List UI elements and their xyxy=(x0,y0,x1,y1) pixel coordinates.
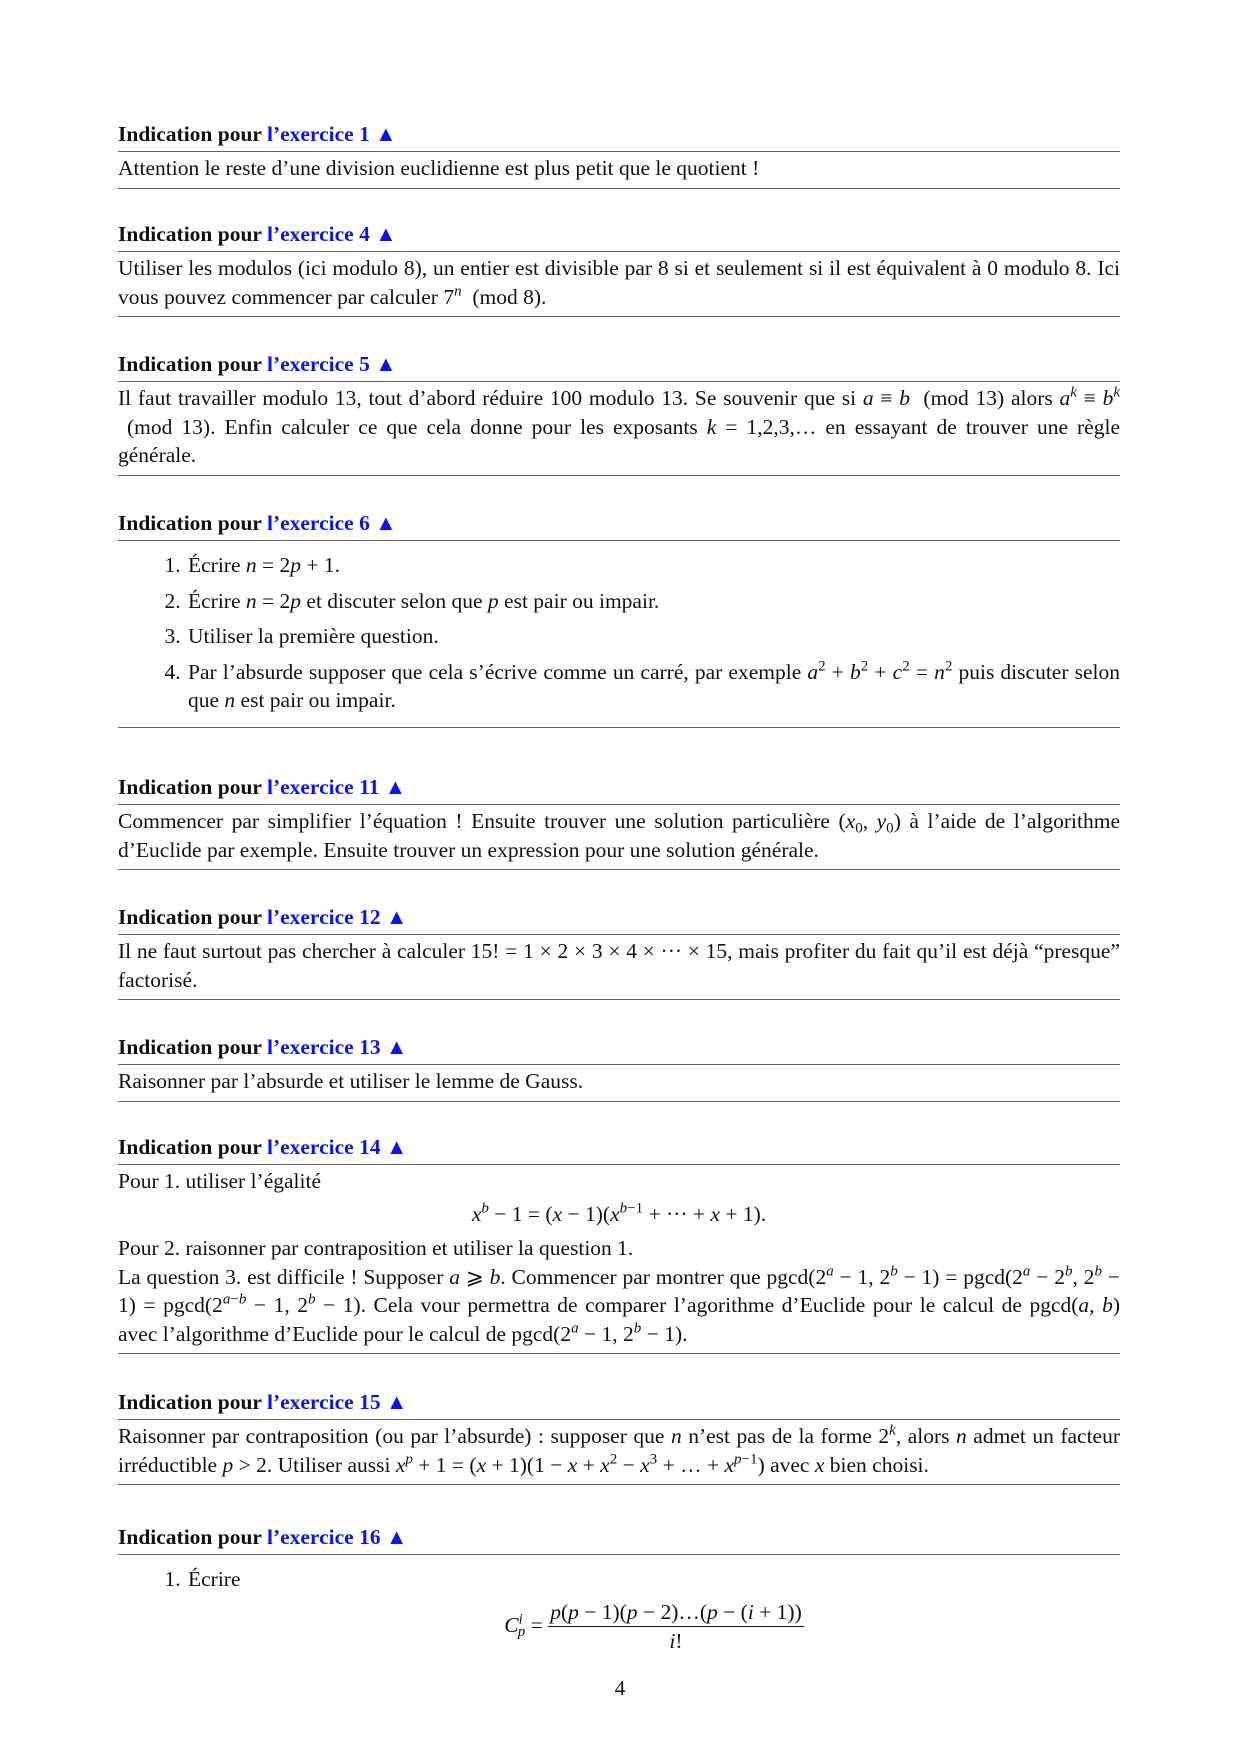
hint-section xyxy=(118,220,1120,317)
exercise-link[interactable]: l’exercice 12 ▲ xyxy=(266,905,408,929)
hint-section xyxy=(118,509,1120,728)
hint-body xyxy=(118,1555,1120,1668)
paragraph: Raisonner par contraposition (ou par l’absurde) : supposer que n n’est pas de la forme 2$^k$, alors n admet un facteur irréductible p > 2. Utiliser aussi $x^p + 1 = (x + 1)(1 - x + x^2 - x^3$ + … + $x^{p-1}$) avec x bien choisi. xyxy=(118,1422,1121,1477)
equation: $x^b - 1 = (x - 1)(x^{b-1}$ + ··· + x + 1). xyxy=(471,1200,767,1226)
heading-prefix: Indication pour xyxy=(118,352,262,376)
hint-body xyxy=(118,805,1120,870)
exercise-link[interactable]: l’exercice 1 ▲ xyxy=(266,122,397,146)
hint-section xyxy=(118,1033,1120,1102)
exercise-link[interactable]: l’exercice 4 ▲ xyxy=(266,222,397,246)
exercise-link[interactable]: l’exercice 14 ▲ xyxy=(266,1135,408,1159)
exercise-link[interactable]: l’exercice 5 ▲ xyxy=(266,352,397,376)
page-number: 4 xyxy=(614,1676,626,1700)
heading-prefix: Indication pour xyxy=(118,222,262,246)
exercise-link[interactable]: l’exercice 15 ▲ xyxy=(266,1390,408,1414)
paragraph: Pour 2. raisonner par contraposition et utiliser la question 1. xyxy=(118,1236,634,1260)
hint-heading xyxy=(118,773,1120,805)
hint-body xyxy=(118,1165,1120,1354)
heading-prefix: Indication pour xyxy=(118,1390,262,1414)
list-item: 1. Écrire n = 2p + 1. xyxy=(186,551,1120,580)
list-item: 1. Écrire $C^i_p$ = $\frac{p(p - 1)(p - 2)\dots(p - (i + 1))}{i!}$ xyxy=(186,1565,1120,1656)
hint-body xyxy=(118,152,1120,189)
heading-prefix: Indication pour xyxy=(118,122,262,146)
exercise-link[interactable]: l’exercice 6 ▲ xyxy=(266,511,397,535)
exercise-link[interactable]: l’exercice 11 ▲ xyxy=(266,775,407,799)
hint-body xyxy=(118,541,1120,728)
hint-heading xyxy=(118,120,1120,152)
hint-section xyxy=(118,1133,1120,1354)
heading-prefix: Indication pour xyxy=(118,1525,262,1549)
exercise-link[interactable]: l’exercice 16 ▲ xyxy=(266,1525,408,1549)
exercise-link[interactable]: l’exercice 13 ▲ xyxy=(266,1035,408,1059)
paragraph: Pour 1. utiliser l’égalité xyxy=(118,1169,322,1193)
list-item: 2. Écrire n = 2p et discuter selon que p est pair ou impair. xyxy=(186,587,1120,616)
hint-section xyxy=(118,773,1120,870)
hint-section xyxy=(118,903,1120,1000)
heading-prefix: Indication pour xyxy=(118,511,262,535)
heading-prefix: Indication pour xyxy=(118,1135,262,1159)
hint-heading xyxy=(118,1388,1120,1420)
hint-heading xyxy=(118,509,1120,541)
hint-section xyxy=(118,1523,1120,1668)
hint-body xyxy=(118,252,1120,317)
heading-prefix: Indication pour xyxy=(118,905,262,929)
paragraph: La question 3. est difficile ! Supposer a ⩾ b. Commencer par montrer que $pgcd(2^a - 1$, $2^b - 1) = pgcd(2^a - 2^b$, $2^b - 1) = pgcd(2^{a-b} - 1$, $2^b - 1$). Cela vour permettra de comparer l’agorithme d’Euclide pour le calcul de pgcd(a, b) avec l’algorithme d’Euclide pour le calcul de $pgcd(2^a - 1$, $2^b - 1$). xyxy=(118,1263,1120,1346)
hint-heading xyxy=(118,220,1120,252)
list-item: 4. Par l’absurde supposer que cela s’écrive comme un carré, par exemple $a^2 + b^2 + c^2 = n^2$ puis discuter selon que n est pair ou impair. xyxy=(186,658,1120,715)
heading-prefix: Indication pour xyxy=(118,1035,262,1059)
paragraph: Raisonner par l’absurde et utiliser le lemme de Gauss. xyxy=(118,1069,584,1093)
paragraph: Il faut travailler modulo 13, tout d’abord réduire 100 modulo 13. Se souvenir que si a ≡ b (mod 13) alors $a^k \equiv b^k$ (mod 13). Enfin calculer ce que cela donne pour les exposants k = 1,2,3,… en essayant de trouver une règle générale. xyxy=(118,384,1120,467)
hint-heading xyxy=(118,903,1120,935)
hint-section xyxy=(118,350,1120,476)
hint-body xyxy=(118,382,1120,476)
hint-body xyxy=(118,935,1120,1000)
paragraph: Il ne faut surtout pas chercher à calculer 15! = 1 × 2 × 3 × 4 × ··· × 15, mais profiter du fait qu’il est déjà “presque” factorisé. xyxy=(118,939,1120,992)
equation: $C^i_p$ = $\frac{p(p - 1)(p - 2)\dots(p - (i + 1))}{i!}$ xyxy=(504,1599,802,1653)
hint-heading xyxy=(118,1033,1120,1065)
list-item: 3. Utiliser la première question. xyxy=(186,622,1120,651)
hint-heading xyxy=(118,350,1120,382)
hint-section xyxy=(118,120,1120,189)
paragraph: Utiliser les modulos (ici modulo 8), un entier est divisible par 8 si et seulement si il est équivalent à 0 modulo 8. Ici vous pouvez commencer par calculer 7$^n$ (mod 8). xyxy=(118,256,1120,309)
paragraph: Attention le reste d’une division euclidienne est plus petit que le quotient ! xyxy=(118,156,760,180)
heading-prefix: Indication pour xyxy=(118,775,262,799)
hint-heading xyxy=(118,1133,1120,1165)
hint-heading xyxy=(118,1523,1120,1555)
hint-body xyxy=(118,1420,1120,1485)
hint-section xyxy=(118,1388,1120,1485)
paragraph: Commencer par simplifier l’équation ! Ensuite trouver une solution particulière ($x_0$, $y_0$) à l’aide de l’algorithme d’Euclide par exemple. Ensuite trouver un expression pour une solution générale. xyxy=(118,809,1121,862)
hint-body xyxy=(118,1065,1120,1102)
